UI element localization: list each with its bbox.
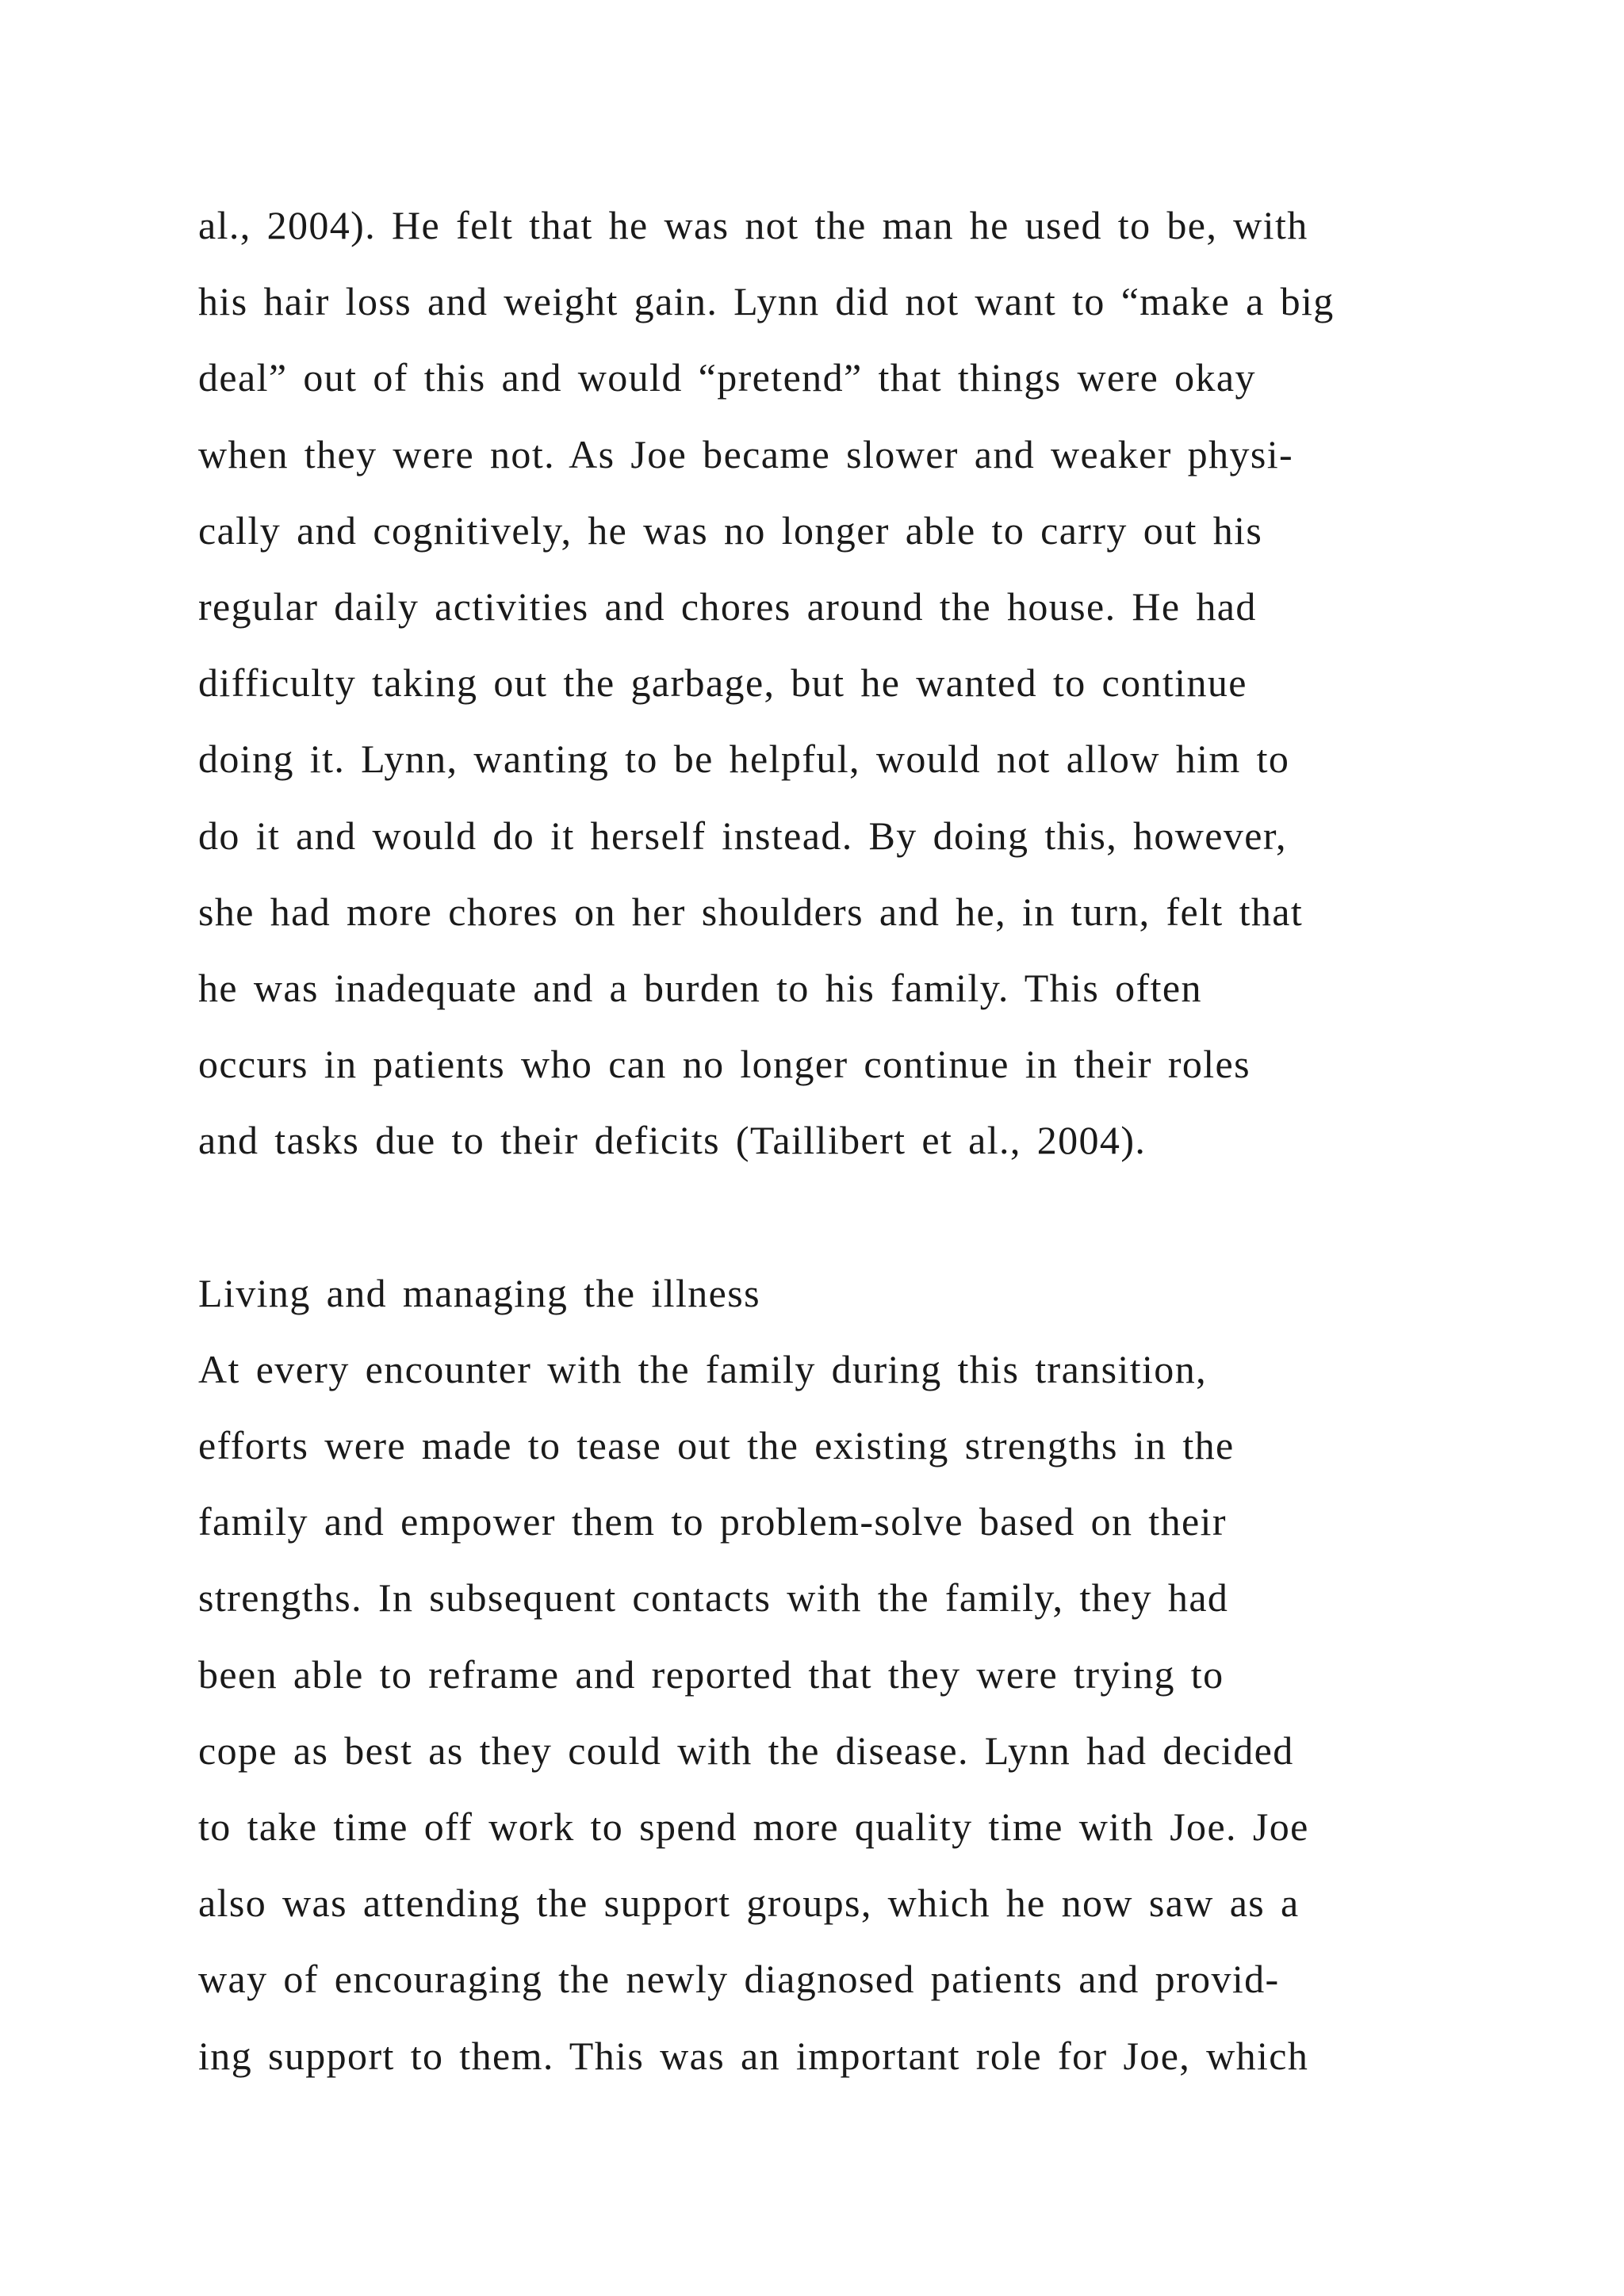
text-line: At every encounter with the family during this transition, (198, 1346, 1207, 1391)
paragraph-2 (198, 1331, 1435, 2094)
text-line: difficulty taking out the garbage, but he wanted to continue (198, 660, 1247, 706)
text-line: way of encouraging the newly diagnosed patients and provid- (198, 1957, 1280, 2002)
text-line: occurs in patients who can no longer continue in their roles (198, 1042, 1251, 1087)
text-line: strengths. In subsequent contacts with the family, they had (198, 1575, 1229, 1621)
text-line: al., 2004). He felt that he was not the man he used to be, with (198, 203, 1308, 247)
text-line: family and empower them to problem-solve based on their (198, 1499, 1227, 1544)
text-line: also was attending the support groups, which he now saw as a (198, 1881, 1300, 1926)
paragraph-1 (198, 187, 1435, 1178)
text-line: and tasks due to their deficits (Taillibert et al., 2004). (198, 1118, 1147, 1163)
text-line: ing support to them. This was an important role for Joe, which (198, 2033, 1309, 2078)
text-line: been able to reframe and reported that they were trying to (198, 1651, 1224, 1697)
paragraph-gap (198, 1178, 1435, 1254)
text-line: he was inadequate and a burden to his family. This often (198, 965, 1202, 1010)
text-line: regular daily activities and chores around the house. He had (198, 584, 1257, 629)
text-line: do it and would do it herself instead. By doing this, however, (198, 813, 1287, 858)
text-line: his hair loss and weight gain. Lynn did not want to “make a big (198, 279, 1335, 324)
text-line: efforts were made to tease out the existing strengths in the (198, 1423, 1235, 1468)
text-line: she had more chores on her shoulders and he, in turn, felt that (198, 889, 1304, 934)
text-line: deal” out of this and would “pretend” that things were okay (198, 355, 1256, 400)
section-heading: Living and managing the illness (198, 1270, 760, 1315)
text-line: to take time off work to spend more quality time with Joe. Joe (198, 1804, 1309, 1849)
text-line: cope as best as they could with the disease. Lynn had decided (198, 1728, 1294, 1773)
text-line: doing it. Lynn, wanting to be helpful, would not allow him to (198, 737, 1290, 782)
text-line: cally and cognitively, he was no longer able to carry out his (198, 507, 1263, 553)
text-line: when they were not. As Joe became slower and weaker physi- (198, 431, 1294, 476)
text-column (198, 187, 1435, 2094)
